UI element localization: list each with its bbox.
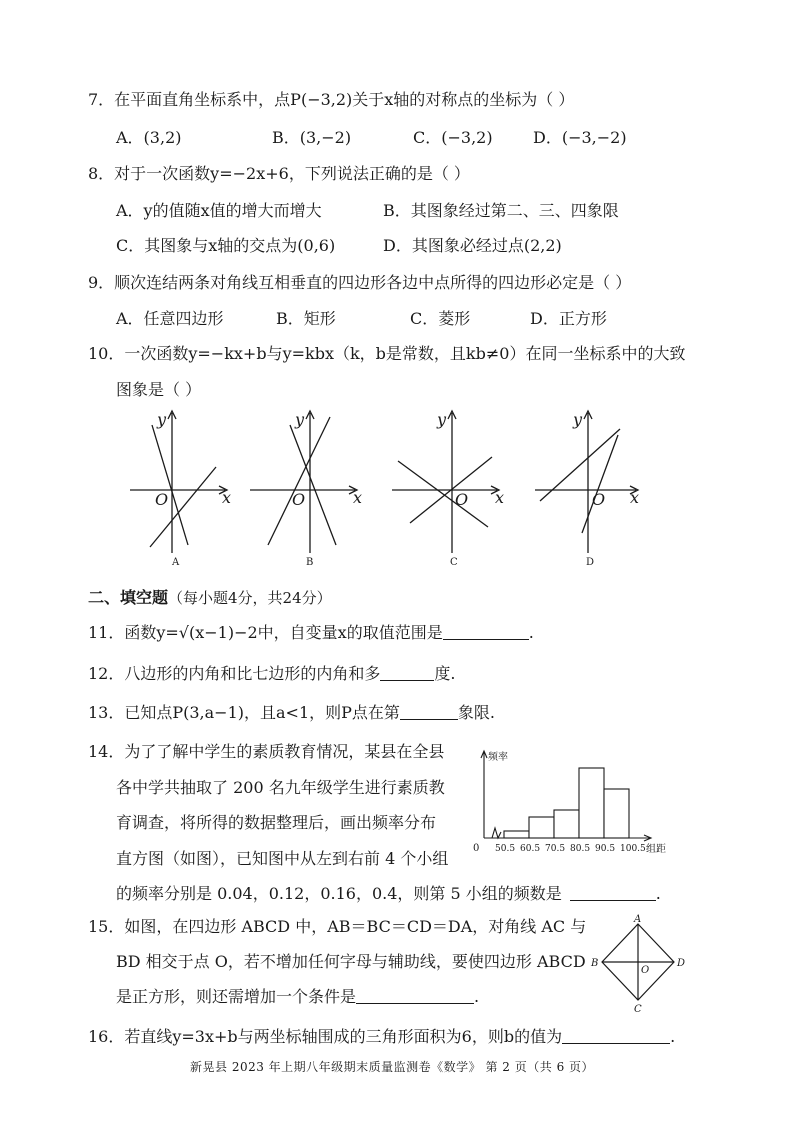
histogram-bar-3 [554,810,579,838]
graph-b-line-1 [268,417,330,545]
q7-option-b: B．(3,−2) [272,128,352,147]
q15-line-1: 15．如图，在四边形 ABCD 中，AB＝BC＝CD＝DA，对角线 AC 与 [88,917,587,936]
q14-line-1: 14．为了了解中学生的素质教育情况，某县在全县 [88,742,445,761]
q8-option-b: B．其图象经过第二、三、四象限 [383,201,619,220]
q11 [88,621,534,645]
q11-answer-blank[interactable] [443,621,529,640]
q14-last-text: 的频率分别是 0.04，0.12，0.16，0.4，则第 5 小组的频数是 [116,884,562,903]
histogram-axis-break [492,828,501,838]
q15-last-text: 是正方形，则还需增加一个条件是 [116,987,357,1006]
frequency-histogram [470,748,670,858]
graph-b-y-label: y [295,410,305,429]
graph-d-origin: O [592,490,606,509]
histogram-tick-label: 90.5 [595,844,616,854]
graph-a-line-1 [152,425,188,545]
graph-c-origin: O [455,490,469,509]
section-2-heading [88,586,332,610]
graph-a-x-label: x [222,488,232,507]
graph-a-caption: A [172,557,180,568]
graph-c-y-label: y [437,410,447,429]
vertex-d-label: D [677,958,686,969]
rhombus-figure [588,914,688,1014]
q14-line-5 [116,882,661,906]
graph-a-y-label: y [157,410,167,429]
q9-option-a: A．任意四边形 [116,309,224,328]
q8-option-d: D．其图象必经过点(2,2) [383,236,562,255]
q15-answer-blank[interactable] [356,985,474,1004]
graph-d-caption: D [586,557,595,568]
q7-option-c: C．(−3,2) [413,128,493,147]
vertex-c-label: C [634,1004,642,1014]
q10-stem: 10．一次函数y=−kx+b与y=kbx（k，b是常数，且kb≠0）在同一坐标系中的大致 [88,344,686,363]
q13-end: 象限. [457,703,495,722]
graph-c [392,411,499,553]
page-footer: 新晃县 2023 年上期八年级期末质量监测卷《数学》 第 2 页（共 6 页） [190,1060,595,1074]
q9-stem: 9．顺次连结两条对角线互相垂直的四边形各边中点所得的四边形必定是（ ） [88,273,632,292]
graph-b [250,411,357,553]
q12 [88,662,455,686]
q16-end: . [670,1027,676,1046]
q7-option-a: A．(3,2) [116,128,182,147]
histogram-x-label: 组距 [646,844,666,855]
histogram-tick-label: 80.5 [570,844,591,854]
graph-c-caption: C [450,557,458,568]
section-2-title: 二、填空题 [88,588,169,607]
histogram-bar-4 [579,768,604,838]
section-2-note: （每小题4分，共24分） [168,589,332,607]
q12-end: 度. [434,664,456,683]
q8-stem: 8．对于一次函数y=−2x+6，下列说法正确的是（ ） [88,164,470,183]
q11-text: 11．函数y=√(x−1)−2中，自变量x的取值范围是 [88,623,443,642]
q8-option-c: C．其图象与x轴的交点为(0,6) [116,236,336,255]
q9-option-c: C．菱形 [410,309,471,328]
q15-line-2: BD 相交于点 O，若不增加任何字母与辅助线，要使四边形 ABCD [116,952,586,971]
q14-answer-blank[interactable] [570,882,656,901]
q9-option-d: D．正方形 [530,309,607,328]
q10-graphs [0,405,794,585]
graph-b-x-label: x [353,488,363,507]
q16-answer-blank[interactable] [562,1025,670,1044]
q16 [88,1025,675,1049]
q13 [88,701,495,725]
graph-b-caption: B [306,557,314,568]
histogram-bar-1 [504,831,529,838]
q14-end: . [655,884,661,903]
q8-option-a: A．y的值随x值的增大而增大 [116,201,322,220]
q14-line-4: 直方图（如图），已知图中从左到右前 4 个小组 [116,849,449,868]
graph-d-x-label: x [630,488,640,507]
graph-d-y-label: y [573,410,583,429]
graph-d [535,411,638,553]
vertex-a-label: A [634,914,642,925]
q9-option-b: B．矩形 [276,309,336,328]
q14-line-2: 各中学共抽取了 200 名九年级学生进行素质教 [116,778,445,797]
q12-text: 12．八边形的内角和比七边形的内角和多 [88,664,381,683]
q14-line-3: 育调查，将所得的数据整理后，画出频率分布 [116,813,437,832]
histogram-bar-2 [529,817,554,838]
histogram-tick-label: 70.5 [545,844,566,854]
q12-answer-blank[interactable] [380,662,434,681]
q13-answer-blank[interactable] [400,701,458,720]
q7-option-d: D．(−3,−2) [533,128,627,147]
graph-a-origin: O [155,490,169,509]
histogram-y-label: 频率 [488,752,508,763]
q7-stem: 7．在平面直角坐标系中，点P(−3,2)关于x轴的对称点的坐标为（ ） [88,90,575,109]
graph-c-x-label: x [495,488,505,507]
q16-text: 16．若直线y=3x+b与两坐标轴围成的三角形面积为6，则b的值为 [88,1027,563,1046]
center-o-label: O [641,965,650,976]
histogram-tick-label: 100.5 [620,844,646,854]
histogram-zero: 0 [473,843,480,854]
graph-b-origin: O [292,490,306,509]
histogram-bar-5 [604,789,629,838]
q10-stem-continued: 图象是（ ） [116,380,202,399]
histogram-tick-label: 50.5 [495,844,516,854]
q15-line-3 [116,985,479,1009]
q13-text: 13．已知点P(3,a−1)，且a<1，则P点在第 [88,703,400,722]
histogram-tick-label: 60.5 [520,844,541,854]
vertex-b-label: B [591,958,599,969]
graph-a [130,411,227,553]
q15-end: . [474,987,480,1006]
q11-end: . [528,623,534,642]
